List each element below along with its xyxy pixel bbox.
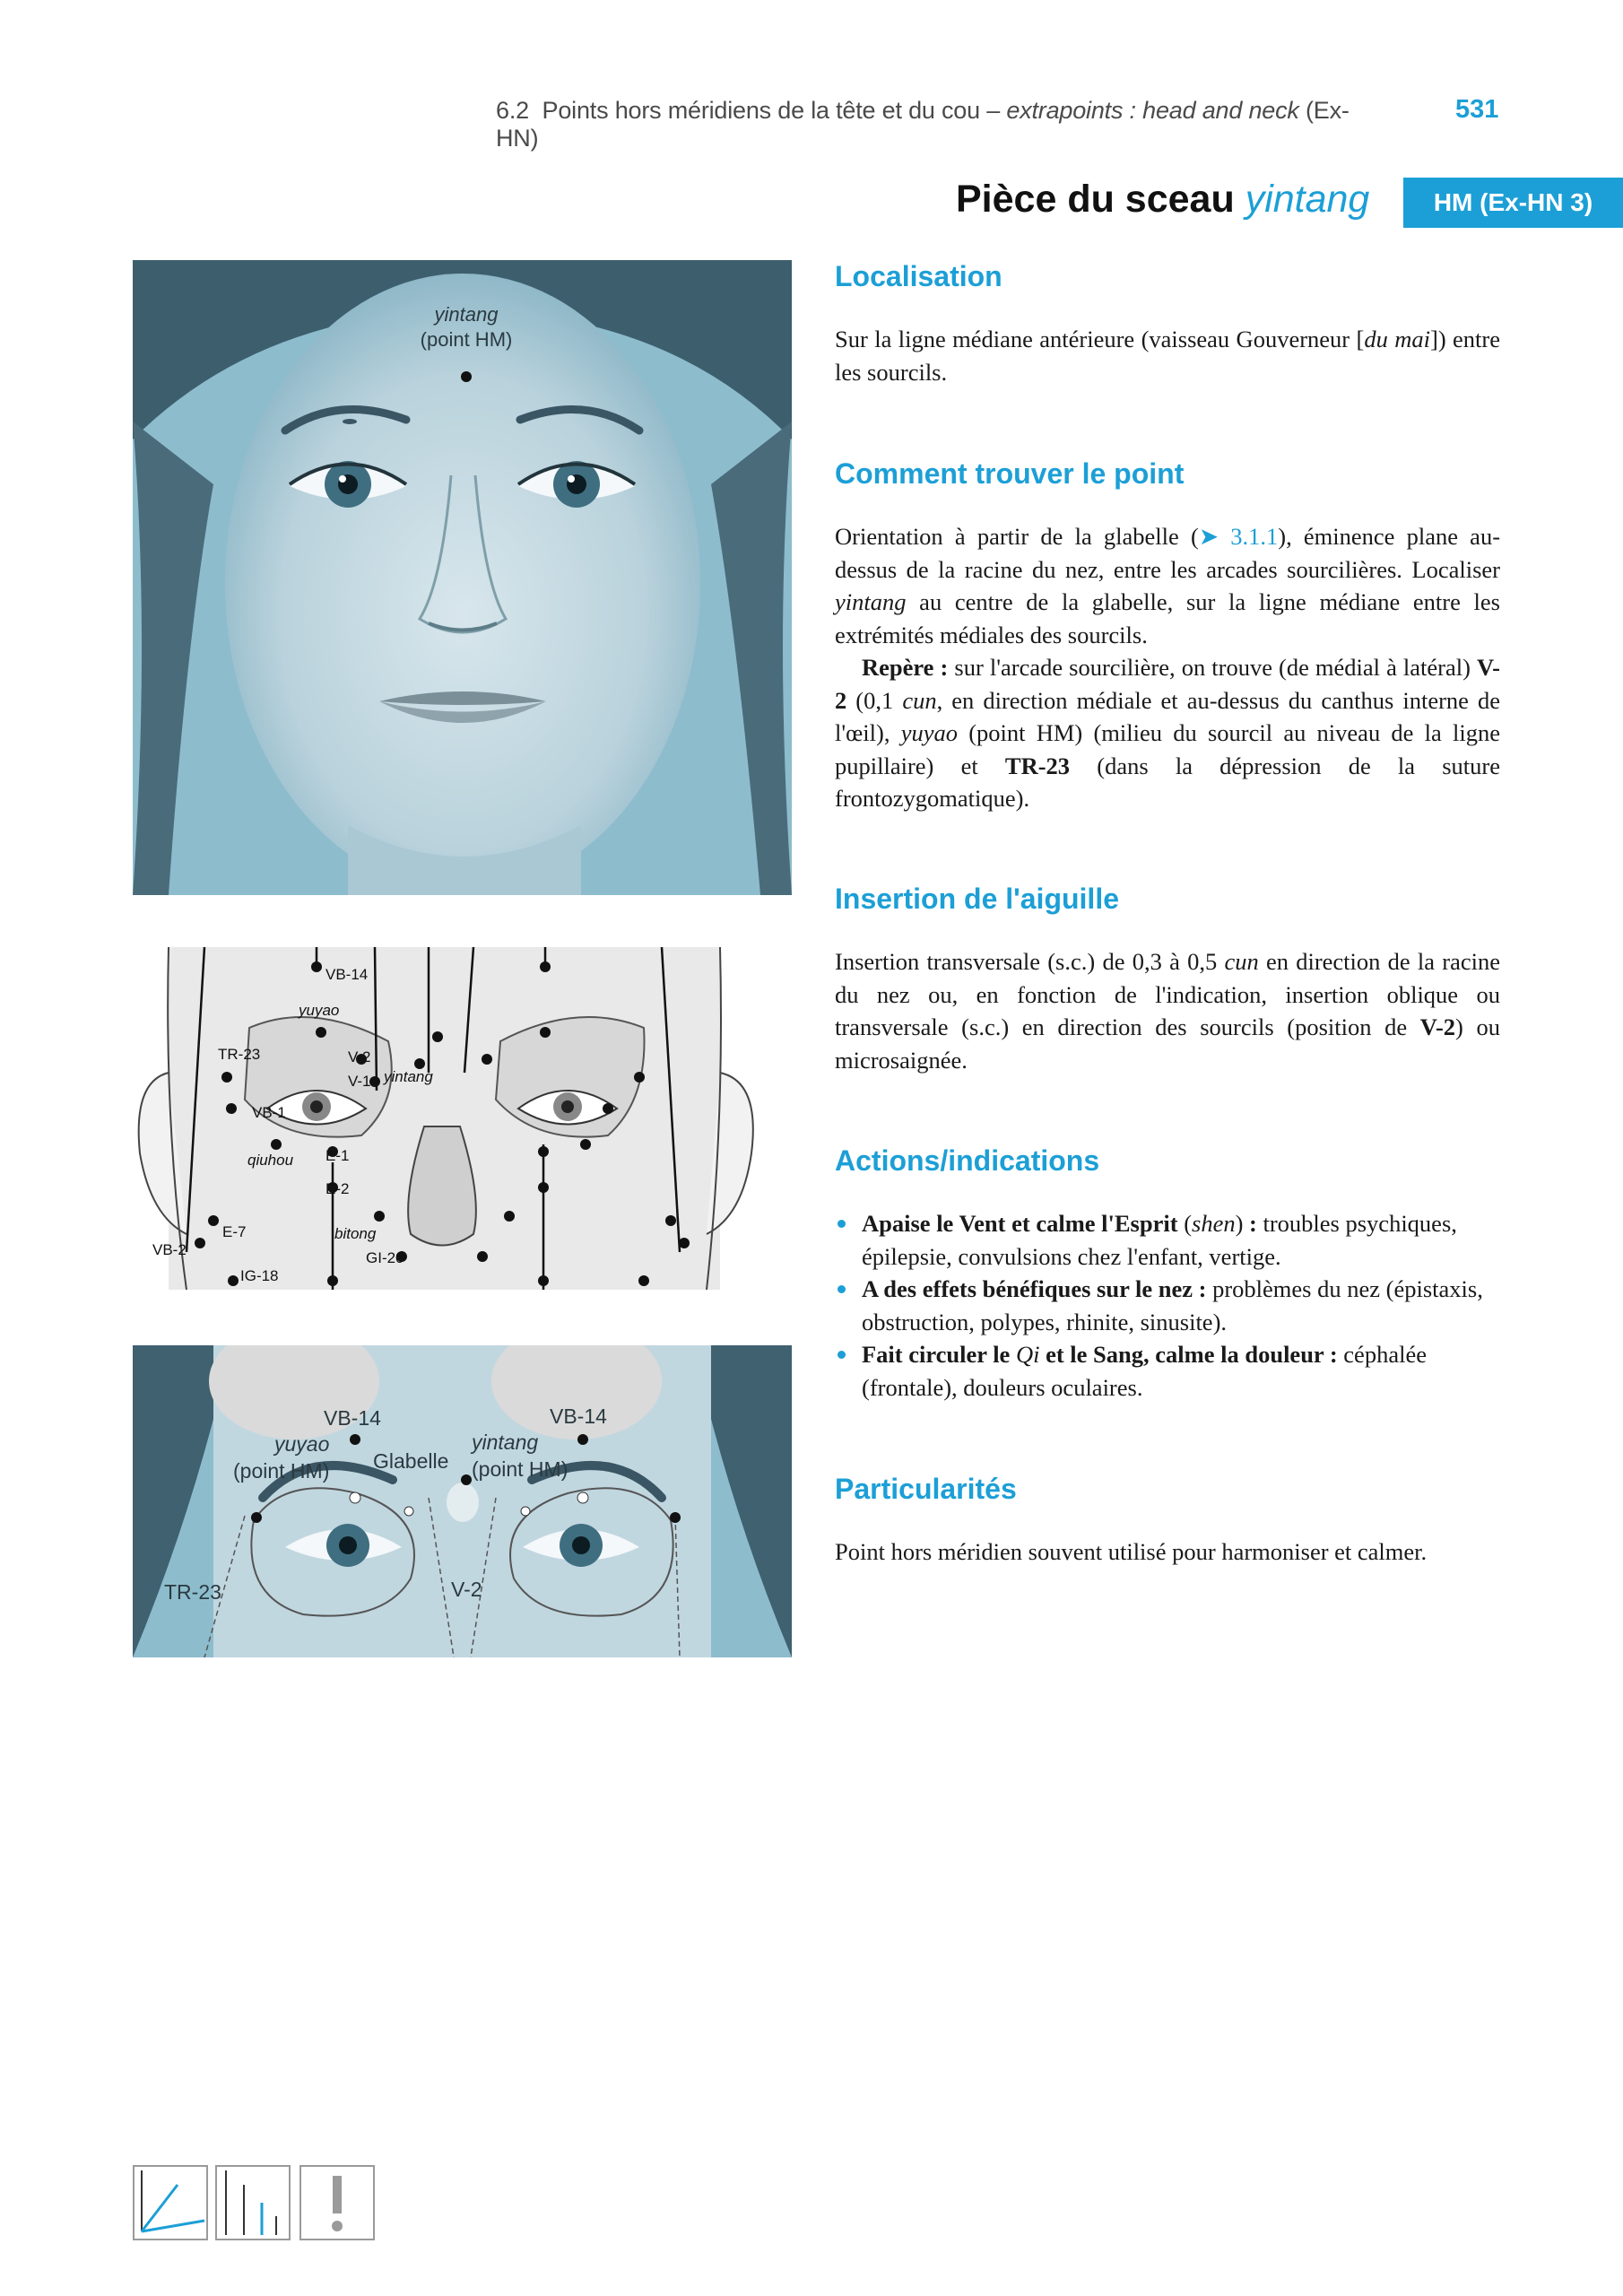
list-item: Fait circuler le Qi et le Sang, calme la douleur : céphalée (frontale), douleurs oculaires. [835, 1338, 1500, 1404]
section-number: 6.2 [496, 97, 529, 124]
warning-icon [299, 2165, 375, 2240]
list-item: A des effets bénéfiques sur le nez : problèmes du nez (épistaxis, obstruction, polypes, rhinite, sinusite). [835, 1273, 1500, 1338]
diagram-label-ig18: IG-18 [240, 1267, 279, 1284]
point-pinyin: yintang [1245, 178, 1370, 221]
point-code-tab: HM (Ex-HN 3) [1403, 178, 1623, 228]
face-label-point-hm: (point HM) [420, 328, 513, 351]
face-label-yintang: yintang [434, 303, 499, 326]
diagram-label-vb2: VB-2 [152, 1241, 187, 1258]
eyes-photo [133, 1345, 792, 1657]
section-actions [835, 1144, 1500, 1404]
section-code: (Ex-HN) [496, 97, 1350, 152]
page-number: 531 [1455, 95, 1499, 124]
diagram-label-bitong: bitong [334, 1225, 377, 1242]
section-localisation [835, 260, 1500, 388]
section-particularites [835, 1473, 1500, 1569]
heading-localisation: Localisation [835, 260, 1002, 292]
heading-insertion: Insertion de l'aiguille [835, 883, 1119, 915]
comment-paragraph-2: Repère : sur l'arcade sourcilière, on trouve (de médial à latéral) V-2 (0,1 cun, en direction médiale et au-dessus du canthus interne de l'œil), yuyao (point HM) (milieu du sourcil au niveau de la ligne pupillaire) et TR-23 (dans la dépression de la suture frontozygomatique). [835, 654, 1501, 812]
eyes-label-tr23: TR-23 [164, 1580, 221, 1604]
insertion-text: Insertion transversale (s.c.) de 0,3 à 0,5 cun en direction de la racine du nez ou, en fonction de l'indication, insertion oblique ou transversale (s.c.) en direction des sourcils (position de V-2) ou microsaignée. [835, 948, 1500, 1074]
eyes-label-v2: V-2 [451, 1578, 482, 1601]
actions-list [835, 1207, 1500, 1404]
heading-comment-trouver: Comment trouver le point [835, 457, 1185, 490]
section-insertion [835, 883, 1500, 1076]
diagram-label-vb1: VB-1 [252, 1104, 286, 1121]
diagram-label-e1: E-1 [325, 1147, 350, 1164]
face-photo [133, 260, 792, 895]
running-header [496, 97, 1375, 152]
yintang-point-marker [461, 371, 472, 382]
diagram-label-yuyao: yuyao [299, 1002, 340, 1019]
diagram-label-e7: E-7 [222, 1223, 247, 1240]
section-title: Points hors méridiens de la tête et du cou – [542, 97, 1001, 124]
diagram-label-gi20: GI-20 [366, 1249, 404, 1266]
section-title-en: extrapoints : head and neck [1006, 97, 1299, 124]
eyes-label-yintang-point: (point HM) [472, 1457, 568, 1481]
diagram-label-qiuhou: qiuhou [247, 1152, 294, 1169]
cross-reference-link[interactable]: 3.1.1 [1219, 523, 1279, 550]
diagram-label-v2: V-2 [348, 1048, 371, 1065]
needle-insertion-icon [133, 2165, 208, 2240]
eyes-label-vb14-right: VB-14 [550, 1405, 607, 1428]
heading-particularites: Particularités [835, 1473, 1017, 1505]
eyes-label-glabelle: Glabelle [373, 1449, 449, 1473]
diagram-label-vb14: VB-14 [325, 966, 369, 983]
list-item: Apaise le Vent et calme l'Esprit (shen) : troubles psychiques, épilepsie, convulsions chez l'enfant, vertige. [835, 1207, 1500, 1273]
particularites-text: Point hors méridien souvent utilisé pour harmoniser et calmer. [835, 1538, 1428, 1565]
heading-actions: Actions/indications [835, 1144, 1100, 1177]
section-comment-trouver [835, 457, 1500, 815]
diagram-label-yintang: yintang [384, 1068, 433, 1085]
diagram-label-v1: V-1 [348, 1073, 371, 1090]
cross-reference-arrow-icon: ➤ [1198, 523, 1219, 550]
acupoint-diagram [133, 947, 792, 1290]
diagram-label-e2: E-2 [325, 1180, 350, 1197]
needle-depth-icon [215, 2165, 291, 2240]
point-name: Pièce du sceau [956, 178, 1235, 221]
comment-paragraph-1: Orientation à partir de la glabelle (➤ 3.1.1), éminence plane au-dessus de la racine du nez, entre les arcades sourcilières. Localiser yintang au centre de la glabelle, sur la ligne médiane entre les extrémités médiales des sourcils. [835, 523, 1501, 648]
localisation-text: Sur la ligne médiane antérieure (vaisseau Gouverneur [du mai]) entre les sourcils. [835, 326, 1501, 386]
eyes-label-yuyao: yuyao [274, 1432, 330, 1456]
diagram-label-tr23: TR-23 [218, 1046, 261, 1063]
eyes-label-yuyao-point: (point HM) [233, 1459, 330, 1483]
point-title [956, 178, 1369, 222]
eyes-label-yintang: yintang [472, 1431, 539, 1454]
eyes-label-vb14-left: VB-14 [324, 1406, 381, 1430]
